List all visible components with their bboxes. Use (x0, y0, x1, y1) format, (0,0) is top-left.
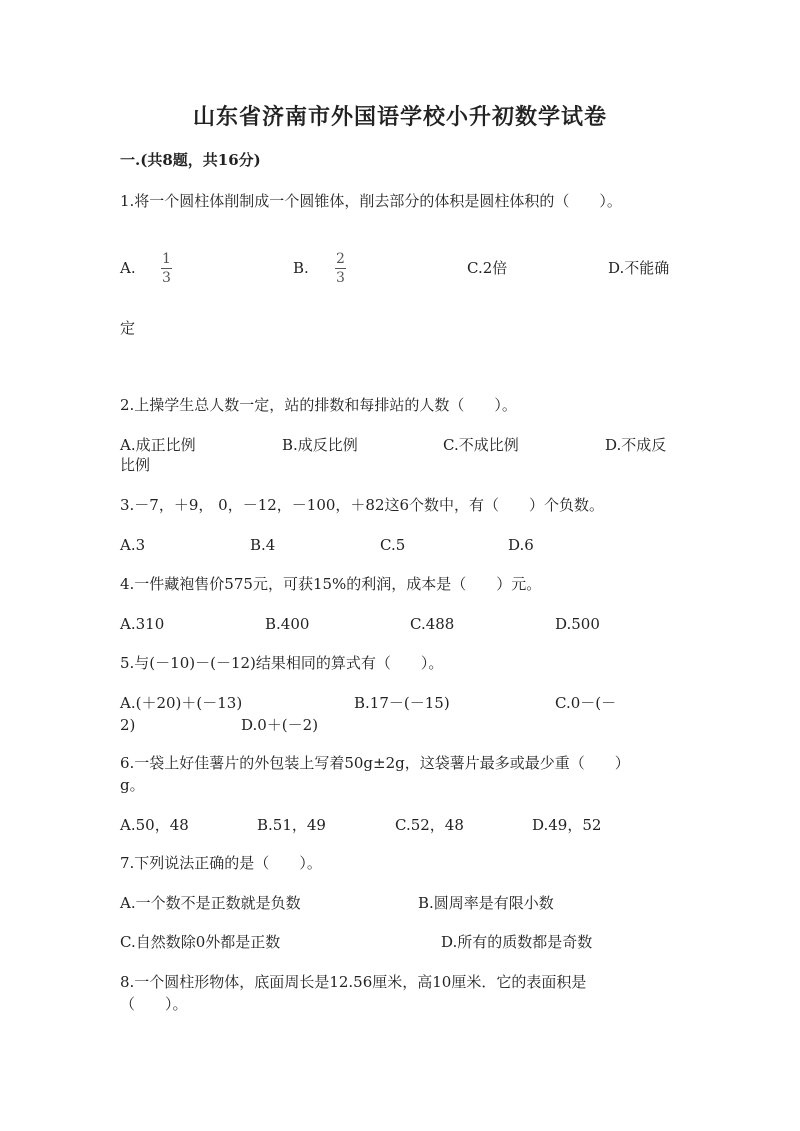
q7-option-b: B.圆周率是有限小数 (418, 894, 554, 912)
q1-option-a-label: A. (120, 259, 136, 277)
fraction-bar (161, 268, 172, 269)
question-3-stem: 3.－7，＋9， 0，－12，－100，＋82这6个数中，有（ ）个负数。 (120, 496, 605, 514)
question-4-stem: 4.一件藏袍售价575元，可获15%的利润，成本是（ ）元。 (120, 575, 542, 593)
section-heading: 一.(共8题，共16分) (120, 151, 261, 169)
q4-option-b: B.400 (265, 615, 310, 633)
q2-option-d: D.不成反 (605, 436, 667, 454)
question-5-stem: 5.与(－10)－(－12)结果相同的算式有（ ）。 (120, 654, 444, 672)
q5-option-c: C.0－(－ (555, 694, 617, 712)
q3-option-a: A.3 (120, 536, 146, 554)
q3-option-d: D.6 (508, 536, 534, 554)
q5-option-b: B.17－(－15) (354, 694, 450, 712)
q2-option-b: B.成反比例 (282, 436, 358, 454)
q7-option-c: C.自然数除0外都是正数 (120, 933, 281, 951)
fraction-denominator: 3 (336, 270, 345, 286)
q1-option-d: D.不能确 (608, 259, 670, 277)
question-2-stem: 2.上操学生总人数一定，站的排数和每排站的人数（ ）。 (120, 396, 517, 414)
q1-option-c: C.2倍 (467, 259, 508, 277)
q4-option-a: A.310 (120, 615, 165, 633)
q1-option-b-fraction (335, 251, 346, 286)
question-8-stem-continued: （ ）。 (120, 995, 188, 1013)
q1-option-d-continued: 定 (120, 319, 136, 337)
question-7-stem: 7.下列说法正确的是（ ）。 (120, 854, 322, 872)
q2-option-a: A.成正比例 (120, 436, 196, 454)
q3-option-b: B.4 (250, 536, 276, 554)
q4-option-d: D.500 (555, 615, 600, 633)
q7-option-d: D.所有的质数都是奇数 (441, 933, 593, 951)
fraction-denominator: 3 (162, 270, 171, 286)
q3-option-c: C.5 (380, 536, 406, 554)
fraction-numerator: 2 (336, 251, 345, 267)
question-8-stem: 8.一个圆柱形物体，底面周长是12.56厘米，高10厘米．它的表面积是 (120, 973, 587, 991)
q1-option-a-fraction (161, 251, 172, 286)
q6-option-b: B.51，49 (257, 816, 326, 834)
q2-option-d-continued: 比例 (120, 456, 151, 474)
exam-title: 山东省济南市外国语学校小升初数学试卷 (192, 104, 607, 130)
question-6-stem-continued: g。 (120, 776, 145, 794)
q5-option-a: A.(＋20)＋(－13) (120, 694, 243, 712)
fraction-bar (335, 268, 346, 269)
q1-option-b-label: B. (293, 259, 309, 277)
q6-option-d: D.49，52 (532, 816, 602, 834)
question-1-stem: 1.将一个圆柱体削制成一个圆锥体，削去部分的体积是圆柱体积的（ ）。 (120, 192, 622, 210)
q6-option-a: A.50，48 (120, 816, 189, 834)
q5-option-c-continued: 2) (120, 716, 136, 734)
fraction-numerator: 1 (162, 251, 171, 267)
q6-option-c: C.52，48 (395, 816, 464, 834)
q7-option-a: A.一个数不是正数就是负数 (120, 894, 301, 912)
q5-option-d: D.0＋(－2) (241, 716, 319, 734)
question-6-stem: 6.一袋上好佳薯片的外包装上写着50g±2g，这袋薯片最多或最少重（ ） (120, 754, 630, 772)
q4-option-c: C.488 (410, 615, 455, 633)
q2-option-c: C.不成比例 (443, 436, 519, 454)
